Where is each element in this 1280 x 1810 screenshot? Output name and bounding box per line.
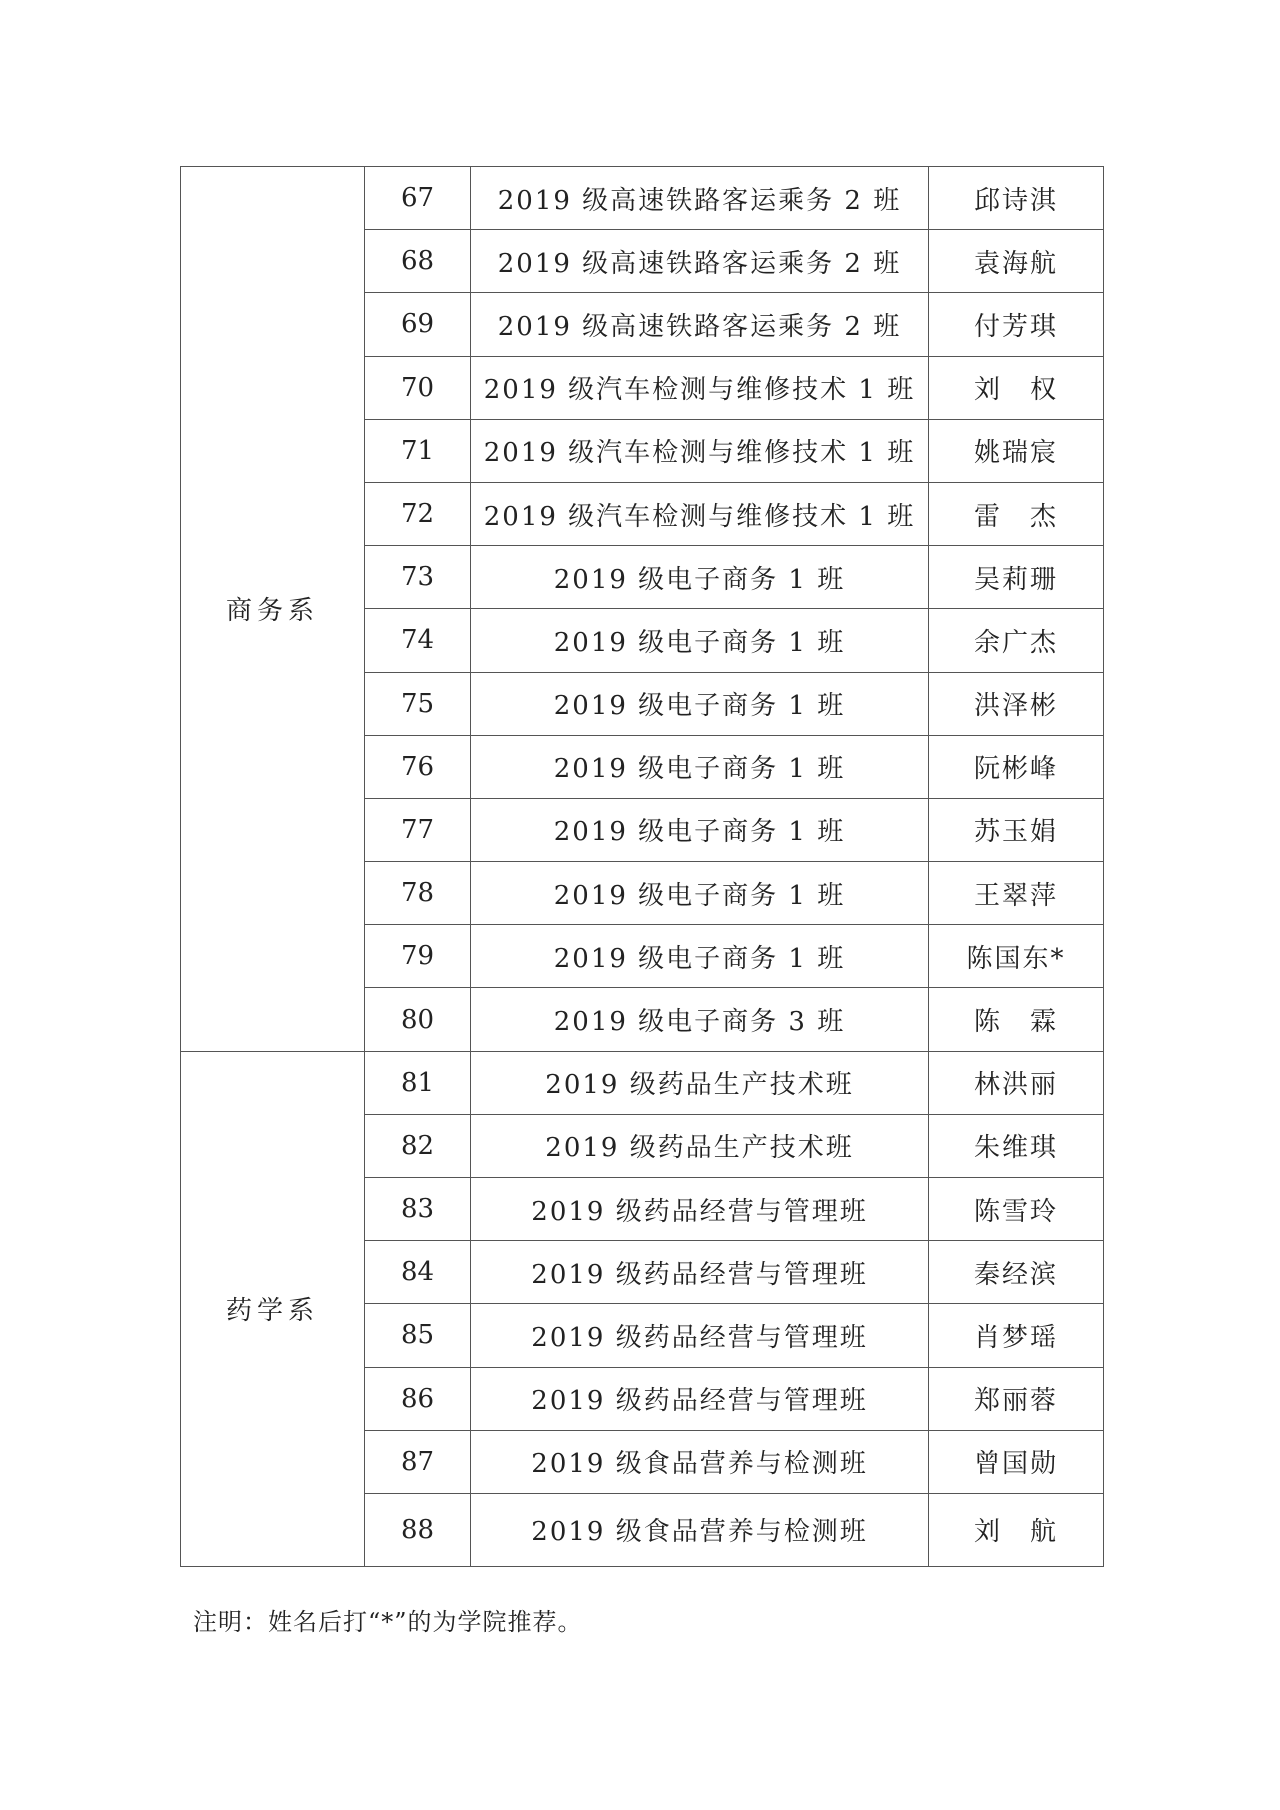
class-name-cell: 2019 级电子商务 1 班 <box>471 609 929 672</box>
student-name-cell: 郑丽蓉 <box>929 1367 1104 1430</box>
class-name-cell: 2019 级药品经营与管理班 <box>471 1178 929 1241</box>
student-name-cell: 阮彬峰 <box>929 735 1104 798</box>
student-name-cell: 吴莉珊 <box>929 546 1104 609</box>
footnote: 注明：姓名后打“*”的为学院推荐。 <box>193 1608 583 1636</box>
student-name-cell: 陈雪玲 <box>929 1178 1104 1241</box>
row-number-cell: 84 <box>365 1241 471 1304</box>
row-number-cell: 85 <box>365 1304 471 1367</box>
student-name-cell: 曾国勋 <box>929 1430 1104 1493</box>
class-name-cell: 2019 级电子商务 3 班 <box>471 988 929 1051</box>
row-number-cell: 68 <box>365 230 471 293</box>
row-number-cell: 75 <box>365 672 471 735</box>
row-number-cell: 79 <box>365 925 471 988</box>
class-name-cell: 2019 级食品营养与检测班 <box>471 1493 929 1566</box>
student-name-cell: 秦经滨 <box>929 1241 1104 1304</box>
student-name-cell: 林洪丽 <box>929 1051 1104 1114</box>
class-name-cell: 2019 级电子商务 1 班 <box>471 546 929 609</box>
row-number-cell: 77 <box>365 798 471 861</box>
row-number-cell: 71 <box>365 419 471 482</box>
class-name-cell: 2019 级高速铁路客运乘务 2 班 <box>471 167 929 230</box>
class-name-cell: 2019 级汽车检测与维修技术 1 班 <box>471 482 929 545</box>
row-number-cell: 88 <box>365 1493 471 1566</box>
student-name-cell: 陈国东* <box>929 925 1104 988</box>
department-cell: 药学系 <box>181 1051 365 1566</box>
student-name-cell: 刘 权 <box>929 356 1104 419</box>
student-name-cell: 邱诗淇 <box>929 167 1104 230</box>
class-name-cell: 2019 级汽车检测与维修技术 1 班 <box>471 356 929 419</box>
student-name-cell: 洪泽彬 <box>929 672 1104 735</box>
student-name-cell: 王翠萍 <box>929 862 1104 925</box>
class-name-cell: 2019 级电子商务 1 班 <box>471 798 929 861</box>
class-name-cell: 2019 级药品生产技术班 <box>471 1051 929 1114</box>
class-name-cell: 2019 级药品经营与管理班 <box>471 1304 929 1367</box>
department-cell: 商务系 <box>181 167 365 1052</box>
class-name-cell: 2019 级药品经营与管理班 <box>471 1367 929 1430</box>
row-number-cell: 87 <box>365 1430 471 1493</box>
row-number-cell: 74 <box>365 609 471 672</box>
row-number-cell: 80 <box>365 988 471 1051</box>
class-name-cell: 2019 级汽车检测与维修技术 1 班 <box>471 419 929 482</box>
student-name-cell: 余广杰 <box>929 609 1104 672</box>
row-number-cell: 78 <box>365 862 471 925</box>
student-name-cell: 姚瑞宸 <box>929 419 1104 482</box>
row-number-cell: 82 <box>365 1114 471 1177</box>
table-row <box>181 1051 1104 1114</box>
row-number-cell: 76 <box>365 735 471 798</box>
class-name-cell: 2019 级高速铁路客运乘务 2 班 <box>471 230 929 293</box>
student-name-cell: 肖梦瑶 <box>929 1304 1104 1367</box>
roster-body <box>181 167 1104 1567</box>
student-name-cell: 雷 杰 <box>929 482 1104 545</box>
row-number-cell: 86 <box>365 1367 471 1430</box>
student-name-cell: 付芳琪 <box>929 293 1104 356</box>
student-name-cell: 朱维琪 <box>929 1114 1104 1177</box>
class-name-cell: 2019 级高速铁路客运乘务 2 班 <box>471 293 929 356</box>
student-name-cell: 刘 航 <box>929 1493 1104 1566</box>
row-number-cell: 72 <box>365 482 471 545</box>
class-name-cell: 2019 级食品营养与检测班 <box>471 1430 929 1493</box>
class-name-cell: 2019 级药品经营与管理班 <box>471 1241 929 1304</box>
row-number-cell: 81 <box>365 1051 471 1114</box>
class-name-cell: 2019 级电子商务 1 班 <box>471 735 929 798</box>
student-name-cell: 袁海航 <box>929 230 1104 293</box>
row-number-cell: 67 <box>365 167 471 230</box>
class-name-cell: 2019 级电子商务 1 班 <box>471 672 929 735</box>
class-name-cell: 2019 级电子商务 1 班 <box>471 925 929 988</box>
student-name-cell: 苏玉娟 <box>929 798 1104 861</box>
class-name-cell: 2019 级药品生产技术班 <box>471 1114 929 1177</box>
student-name-cell: 陈 霖 <box>929 988 1104 1051</box>
student-roster-table <box>180 166 1104 1567</box>
row-number-cell: 83 <box>365 1178 471 1241</box>
class-name-cell: 2019 级电子商务 1 班 <box>471 862 929 925</box>
row-number-cell: 69 <box>365 293 471 356</box>
row-number-cell: 73 <box>365 546 471 609</box>
row-number-cell: 70 <box>365 356 471 419</box>
table-row <box>181 167 1104 230</box>
